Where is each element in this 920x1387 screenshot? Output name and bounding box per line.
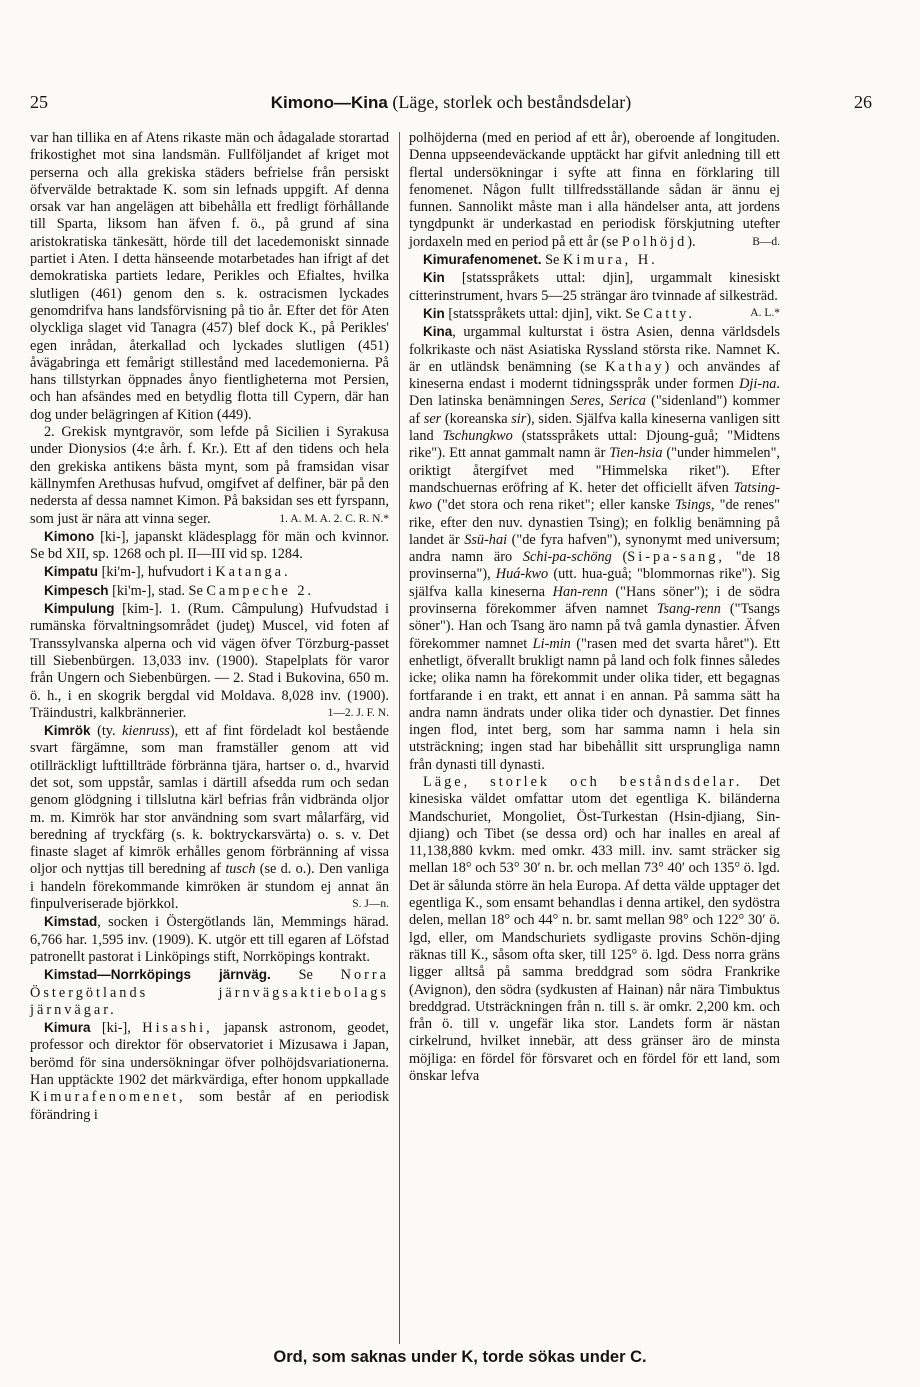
- cross-reference: Catty.: [643, 305, 695, 322]
- entry-kimpatu: Kimpatu [ki'm-], hufvudort i Katanga.: [44, 564, 291, 581]
- headword: Kimpesch: [44, 582, 109, 598]
- cross-reference: Kimurafenomenet,: [30, 1089, 186, 1106]
- headword: Kimstad—Norrköpings järnväg.: [44, 967, 271, 983]
- cross-reference: Katanga.: [215, 564, 291, 581]
- entry-kina: Kina, urgammal kulturstat i östra Asien, denna världsdels folkrikaste och näst Asiatiska Ryssland största rike. Namnet K. är en utländsk benämning (se Kathay) och användes af kineserna endast i modernt tidningsspråk under formen Dji-na. Den latinska benämningen Seres, Serica ("sidenland") kommer af ser (koreanska sir), siden. Själfva kalla kineserna vanligen sitt land Tschungkwo (statsspråkets uttal: Djoung-guå; "Midtens rike"). Ett annat gammalt namn är Tien-hsia ("under himmelen", oriktigt återgifvet med "Himmelska riket"). Efter mandschuernas eröfring af K. heter det officiellt äfven Tatsing-kwo ("det stora och rena riket"; eller kanske Tsings, "de renes" rike, efter den nuv. dynastien Tsing); en folklig benämning på landet är Ssü-hai ("de fyra hafven"), synonymt med universum; andra namn äro Schi-pa-schöng (Si-pa-sang, "de 18 provinserna"), Huá-kwo (utt. hua-guå; "blommornas rike"). Sig själfva kalla kineserna Han-renn ("Hans söner"); i de södra provinserna förekommer äfven namnet Tsang-renn ("Tsangs söner"). Han och Tsang äro namn på två gamla dynastier. Äfven förekommer namnet Li-min ("rasen med det svarta håret"). Ett enhetligt, öfverallt brukligt namn på land och folk finnes således icke; olika namn ha förekommit under olika tider, ett begagnas fortfarande i en trakt, ett annat i en annan. På samma sätt ha andra namn ändrats under olika tider och dynastier. Det finnes ingen flod, intet berg, som har samma namn i hela sin utsträckning; ingen stad har bibehållit sitt ursprungliga namn från dynasti till dynasti.: [409, 324, 781, 773]
- headword: Kin: [423, 270, 445, 286]
- running-header: [30, 90, 872, 114]
- author-signature: S. J—n.: [352, 898, 389, 911]
- entry-kimura: Kimura [ki-], Hisashi, japansk astronom, geodet, professor och direktor för observatoriet i Mizusawa i Japan, berömd för sina undersökningar öfver polhöjdsvariationerna. Han upptäckte 1902 det märkvärdiga, efter honom uppkallade Kimurafenomenet, som består af en periodisk förändring i: [30, 1020, 390, 1123]
- author-signature: A. L.*: [750, 306, 780, 319]
- column-divider: [399, 132, 400, 1344]
- entry-kimrok: Kimrök (ty. kienruss), ett af fint fördeladt kol bestående svart färgämne, som man framställer genom att vid otillräckligt lufttillträde förbränna tjära, hartser o. d., hvarvid det sot, som uppstår, samlas i därtill afsedda rum och sedan genom glödgning i tillslutna kärl befrias från vidbrända oljor m. m. Kimrök har stor användning som svart målarfärg, vid beredning af tryckfärg (s. k. boktryckarsvärta) o. s. v. Det finaste slaget af kimrök erhålles genom förbränning af vissa oljor och nyttjas till beredning af tusch (se d. o.). Den vanliga i handeln förekommande kimröken är stundom ej annat än finpulveriserade björkkol. S. J—n.: [30, 723, 389, 913]
- section-lage: Läge, storlek och beståndsdelar. Det kinesiska väldet omfattar utom det egentliga K. biländerna Mandschuriet, Mongoliet, Öst-Turkestan (Hsin-djiang, Sin-djiang) och Tibet (se dessa ord) och har inalles en areal af 11,138,880 kvkm. med omkr. 433 mill. inv. samt sträcker sig mellan 18° och 53° 30′ n. br. och mellan 73° 40′ och 135° ö. lgd. Det är sålunda större än hela Europa. Af detta välde upptager det egentliga K., som ensamt behandlas i denna artikel, den sydöstra delen, mellan 18° och 44° n. br. samt mellan 98° och 122° 30′ ö. lgd, eller, om Mandschuriets sydligaste provins Schön-djing räknas till K., såsom ofta sker, till 125° ö. lgd. Dess norra gräns ligger alltså på samma breddgrad som södra Frankrike (Avignon), den södra (sydkusten af Hainan) når nära Timbuktus breddgrad. Utsträckningen från n. till s. är omkr. 2,200 km. och från ö. till v. ungefär lika stor. Landets form är nästan cirkelrund, hvilket innebär, att dess gränser äro de minsta möjliga: en fördel för försvaret och en fördel för ett land, som önskar lefva: [409, 773, 780, 1085]
- entry-kimpesch: Kimpesch [ki'm-], stad. Se Campeche 2.: [44, 582, 315, 599]
- cross-reference: Kimura, H.: [563, 252, 658, 269]
- headword: Kina: [423, 324, 453, 340]
- cross-reference: Kathay: [605, 358, 665, 375]
- running-title-bold: Kimono—Kina: [270, 93, 388, 112]
- cross-reference: Si-pa-sang,: [627, 549, 725, 566]
- entry-kimstad-norrkoping: Kimstad—Norrköpings järnväg. Se Norra Östergötlands järnvägsaktiebolags järnvägar.: [30, 967, 390, 1018]
- entry-kin-instrument: Kin [statsspråkets uttal: djin], urgammalt kinesiskt citterinstrument, hvars 5—25 strängar äro tvinnade af silkesträd. A. L.*: [409, 269, 780, 305]
- running-title-rest: (Läge, storlek och beståndsdelar): [392, 92, 632, 112]
- section-heading: Läge, storlek och beståndsdelar.: [423, 773, 743, 790]
- page-number-left: 25: [30, 92, 48, 112]
- right-column: [409, 130, 780, 1085]
- author-signature: B—d.: [752, 235, 780, 248]
- page-footer-note: Ord, som saknas under K, torde sökas under C.: [273, 1348, 647, 1366]
- cross-reference: Polhöjd: [621, 233, 688, 250]
- author-signature: 1. A. M. A. 2. C. R. N.*: [279, 512, 389, 525]
- cross-reference: Campeche 2.: [206, 582, 315, 599]
- running-title: [30, 90, 872, 115]
- entry-kimon-engraver: 2. Grekisk myntgravör, som lefde på Sicilien i Syrakusa under Dionysios (4:e årh. f. Kr.). Ett af den tidens och hela den grekiska antikens bästa mynt, som på framsidan visar källnymfen Arethusas hufvud, omgifvet af delfiner, bär på den nedersta af dessa namnet Kimon. På baksidan ses ett fyrspann, som just är nära att vinna seger. 1. A. M. A. 2. C. R. N.*: [30, 424, 389, 527]
- entry-kimono: Kimono [ki-], japanskt klädesplagg för män och kvinnor. Se bd XII, sp. 1268 och pl. II—III vid sp. 1284.: [30, 528, 389, 563]
- headword: Kimpulung: [44, 601, 115, 617]
- entry-kimurafenomenet: Kimurafenomenet. Se Kimura, H.: [423, 252, 658, 269]
- page-number-right: 26: [854, 92, 872, 112]
- headword: Kimono: [44, 528, 95, 544]
- entry-kimon-athens: var han tillika en af Atens rikaste män och ådagalade storartad frikostighet mot sina landsmän. Fullföljandet af kriget mot perserna och alla grekiska städers befrielse från persiskt öfvervälde betraktade K. som sin lefnads uppgift. Af denna orsak var han angelägen att bibehålla ett fredligt förhållande till Sparta, liksom han äfven f. ö., på grund af sina aristokratiska tänkesätt, hörde till det lacedemoniskt sinnade partiet i Aten. I detta hänseende motarbetades han ifrigt af det demokratiska partiets ledare, Perikles och Efialtes, hvilka slutligen (461) genom den s. k. ostracismen lyckades genomdrifva hans landsförvisning på tio år. Efter det för Aten olyckliga slaget vid Tanagra (457) blef dock K., på Perikles' egen inrådan, återkallad och lyckades slutligen (451) åvägabringa ett femårigt stillestånd med lacedemonierna. På hans tillstyrkan öppnades ånyo fientligheterna mot Persien, och han afsändes med en betydlig flotta till Cypern, där han dog under belägringen af Kition (449).: [30, 130, 389, 423]
- left-column: [30, 130, 389, 1124]
- cross-reference: Norra Östergötlands järnvägsaktiebolags järnvägar.: [30, 967, 390, 1018]
- headword: Kimrök: [44, 723, 91, 739]
- author-signature: 1—2. J. F. N.: [327, 706, 389, 719]
- headword: Kin: [423, 305, 445, 321]
- headword: Kimura: [44, 1020, 91, 1036]
- headword: Kimpatu: [44, 564, 98, 580]
- entry-kin-weight: Kin [statsspråkets uttal: djin], vikt. Se Catty.: [423, 305, 695, 322]
- headword: Kimstad: [44, 914, 98, 930]
- entry-kimpulung: Kimpulung [kim-]. 1. (Rum. Câmpulung) Hufvudstad i rumänska förvaltningsområdet (judeţ) Muscel, vid foten af Transsylvanska alperna och vid vägen öfver Törzburg-passet till Siebenbürgen. 13,033 inv. (1900). Stapelplats för varor från Ungern och Siebenbürgen. — 2. Stad i Bukovina, 650 m. ö. h., i en skogrik bergdal vid Moldava. 8,028 inv. (1900). Träindustri, kalkbrännerier. 1—2. J. F. N.: [30, 601, 389, 721]
- headword: Kimurafenomenet.: [423, 252, 542, 268]
- entry-kimura-continued: polhöjderna (med en period af ett år), oberoende af longituden. Denna uppseendeväckande upptäckt har gifvit anledning till ett flertal undersökningar i syfte att finna en förklaring till fenomenet. Någon fullt tillfredsställande sådan är ännu ej funnen. Sannolikt måste man i alla händelser anta, att jordens tyngdpunkt är underkastad en periodisk förskjutning utefter jordaxeln med en period på ett år (se Polhöjd). B—d.: [409, 130, 780, 250]
- entry-kimstad: Kimstad, socken i Östergötlands län, Memmings härad. 6,766 har. 1,595 inv. (1909). K. utgör ett till egaren af Löfstad patronellt pastorat i Linköpings stift, Norrköpings kontrakt.: [30, 914, 389, 965]
